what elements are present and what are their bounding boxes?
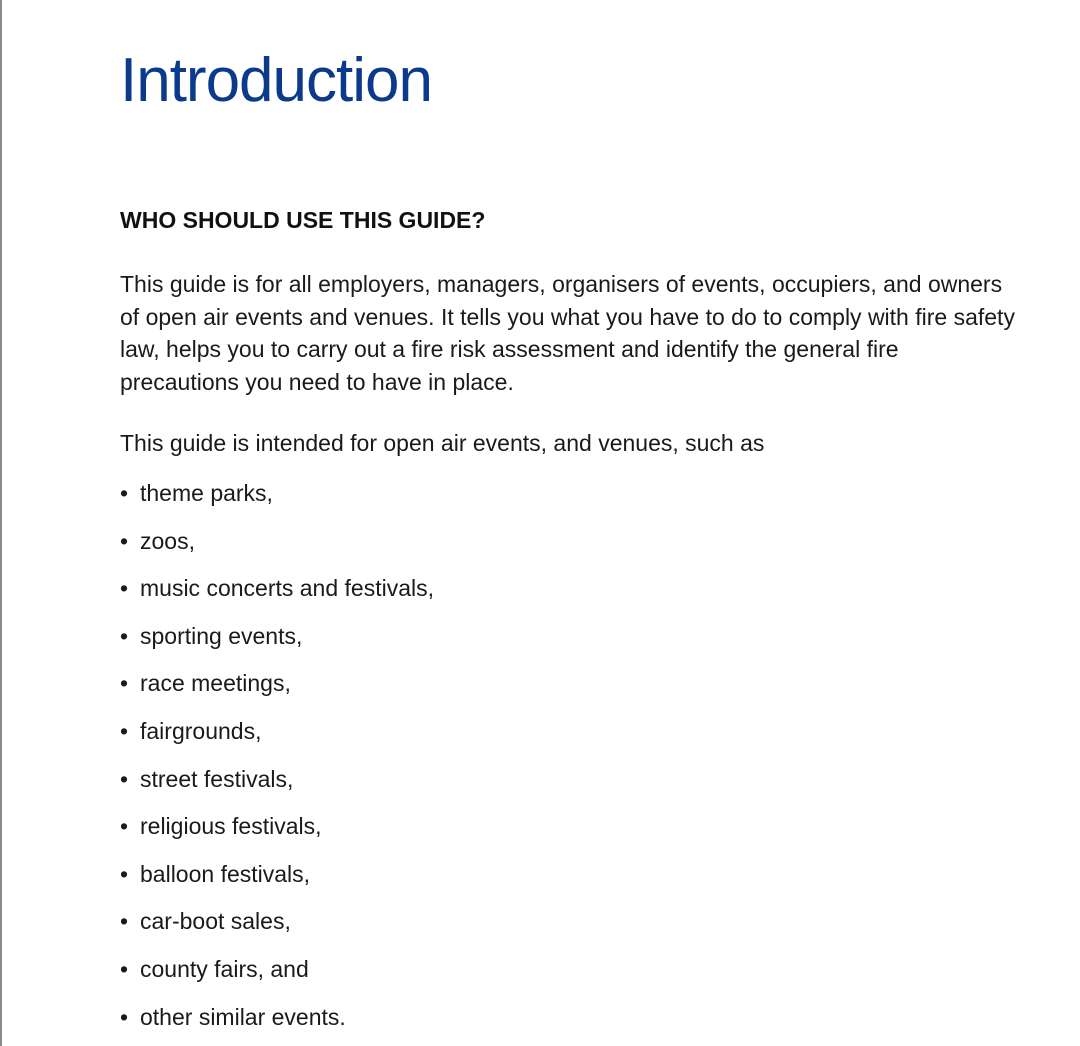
intro-paragraph: This guide is for all employers, managers, organisers of events, occupiers, and owners of open air events and venues. It tells you what you have to do to comply with fire safety law, helps you to carry out a fire risk assessment and identify the general fire precautions you need to have in place. [120,271,1015,395]
event-type-list [120,474,434,1045]
bullet-icon: • [120,670,129,697]
bullet-icon: • [120,813,129,840]
bullet-icon: • [120,527,129,554]
list-item-text: county fairs, and [140,955,309,982]
list-item [120,855,434,903]
list-item-text: religious festivals, [140,813,322,840]
list-item [120,902,434,950]
list-item [120,712,434,760]
list-item [120,807,434,855]
list-item-text: balloon festivals, [140,860,311,887]
list-item-text: theme parks, [140,480,273,506]
list-item [120,950,434,998]
list-item [120,664,434,712]
list-intro-paragraph: This guide is intended for open air events, and venues, such as [120,430,765,456]
list-item [120,522,434,570]
bullet-icon: • [120,908,129,935]
list-item-text: music concerts and festivals, [140,575,435,602]
page-left-border [0,0,2,1046]
list-item [120,569,434,617]
bullet-icon: • [120,955,129,982]
list-item-text: car-boot sales, [140,908,291,935]
section-heading: WHO SHOULD USE THIS GUIDE? [120,207,486,233]
list-item-text: sporting events, [140,622,303,649]
bullet-icon: • [120,575,129,602]
list-item [120,998,434,1046]
list-item-text: street festivals, [140,765,294,792]
bullet-icon: • [120,1003,129,1030]
bullet-icon: • [120,622,129,649]
list-item [120,617,434,665]
page-title: Introduction [120,46,432,115]
bullet-icon: • [120,765,129,792]
list-item [120,474,434,522]
list-item-text: other similar events. [140,1003,346,1030]
bullet-icon: • [120,717,129,744]
bullet-icon: • [120,480,129,506]
list-item-text: zoos, [140,527,195,554]
list-item-text: fairgrounds, [140,717,262,744]
list-item-text: race meetings, [140,670,291,697]
list-item [120,760,434,808]
bullet-icon: • [120,860,129,887]
